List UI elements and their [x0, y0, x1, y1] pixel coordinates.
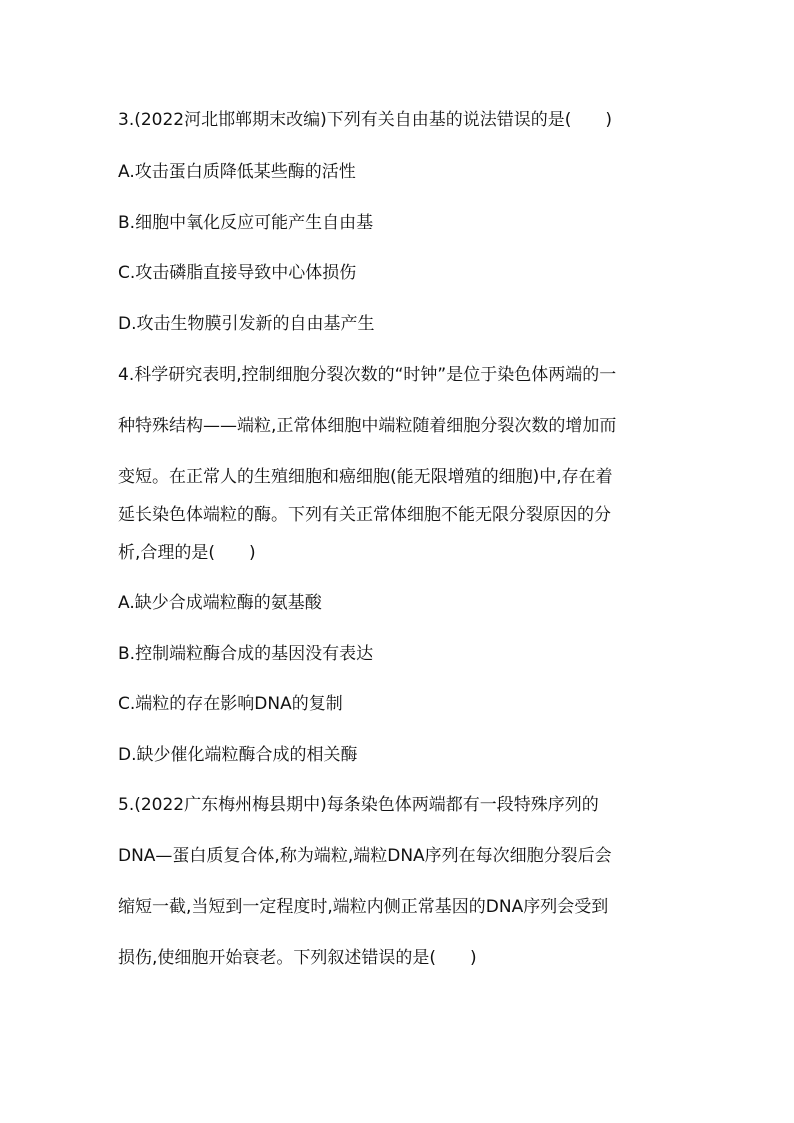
- q4-stem-line-1: 4.科学研究表明,控制细胞分裂次数的“时钟”是位于染色体两端的一: [118, 365, 617, 385]
- q4-option-a: A.缺少合成端粒酶的氨基酸: [118, 593, 322, 613]
- q4-stem-line-4: 延长染色体端粒的酶。下列有关正常体细胞不能无限分裂原因的分: [118, 505, 611, 525]
- q3-option-b: B.细胞中氧化反应可能产生自由基: [118, 213, 374, 233]
- q5-stem-line-3: 缩短一截,当短到一定程度时,端粒内侧正常基因的DNA序列会受到: [118, 897, 609, 917]
- q4-stem-line-5: 析,合理的是( ): [118, 543, 256, 563]
- q4-option-d: D.缺少催化端粒酶合成的相关酶: [118, 745, 358, 765]
- q5-stem-line-1: 5.(2022广东梅州梅县期中)每条染色体两端都有一段特殊序列的: [118, 795, 599, 815]
- q4-option-c: C.端粒的存在影响DNA的复制: [118, 694, 343, 714]
- q4-option-b: B.控制端粒酶合成的基因没有表达: [118, 644, 374, 664]
- q4-stem-line-3: 变短。在正常人的生殖细胞和癌细胞(能无限增殖的细胞)中,存在着: [118, 467, 613, 487]
- q3-stem: 3.(2022河北邯郸期末改编)下列有关自由基的说法错误的是( ): [118, 110, 613, 130]
- q4-stem-line-2: 种特殊结构——端粒,正常体细胞中端粒随着细胞分裂次数的增加而: [118, 416, 617, 436]
- q3-option-d: D.攻击生物膜引发新的自由基产生: [118, 314, 375, 334]
- q5-stem-line-4: 损伤,使细胞开始衰老。下列叙述错误的是( ): [118, 948, 477, 968]
- q5-stem-line-2: DNA—蛋白质复合体,称为端粒,端粒DNA序列在每次细胞分裂后会: [118, 846, 612, 866]
- q3-option-c: C.攻击磷脂直接导致中心体损伤: [118, 263, 357, 283]
- q3-option-a: A.攻击蛋白质降低某些酶的活性: [118, 162, 356, 182]
